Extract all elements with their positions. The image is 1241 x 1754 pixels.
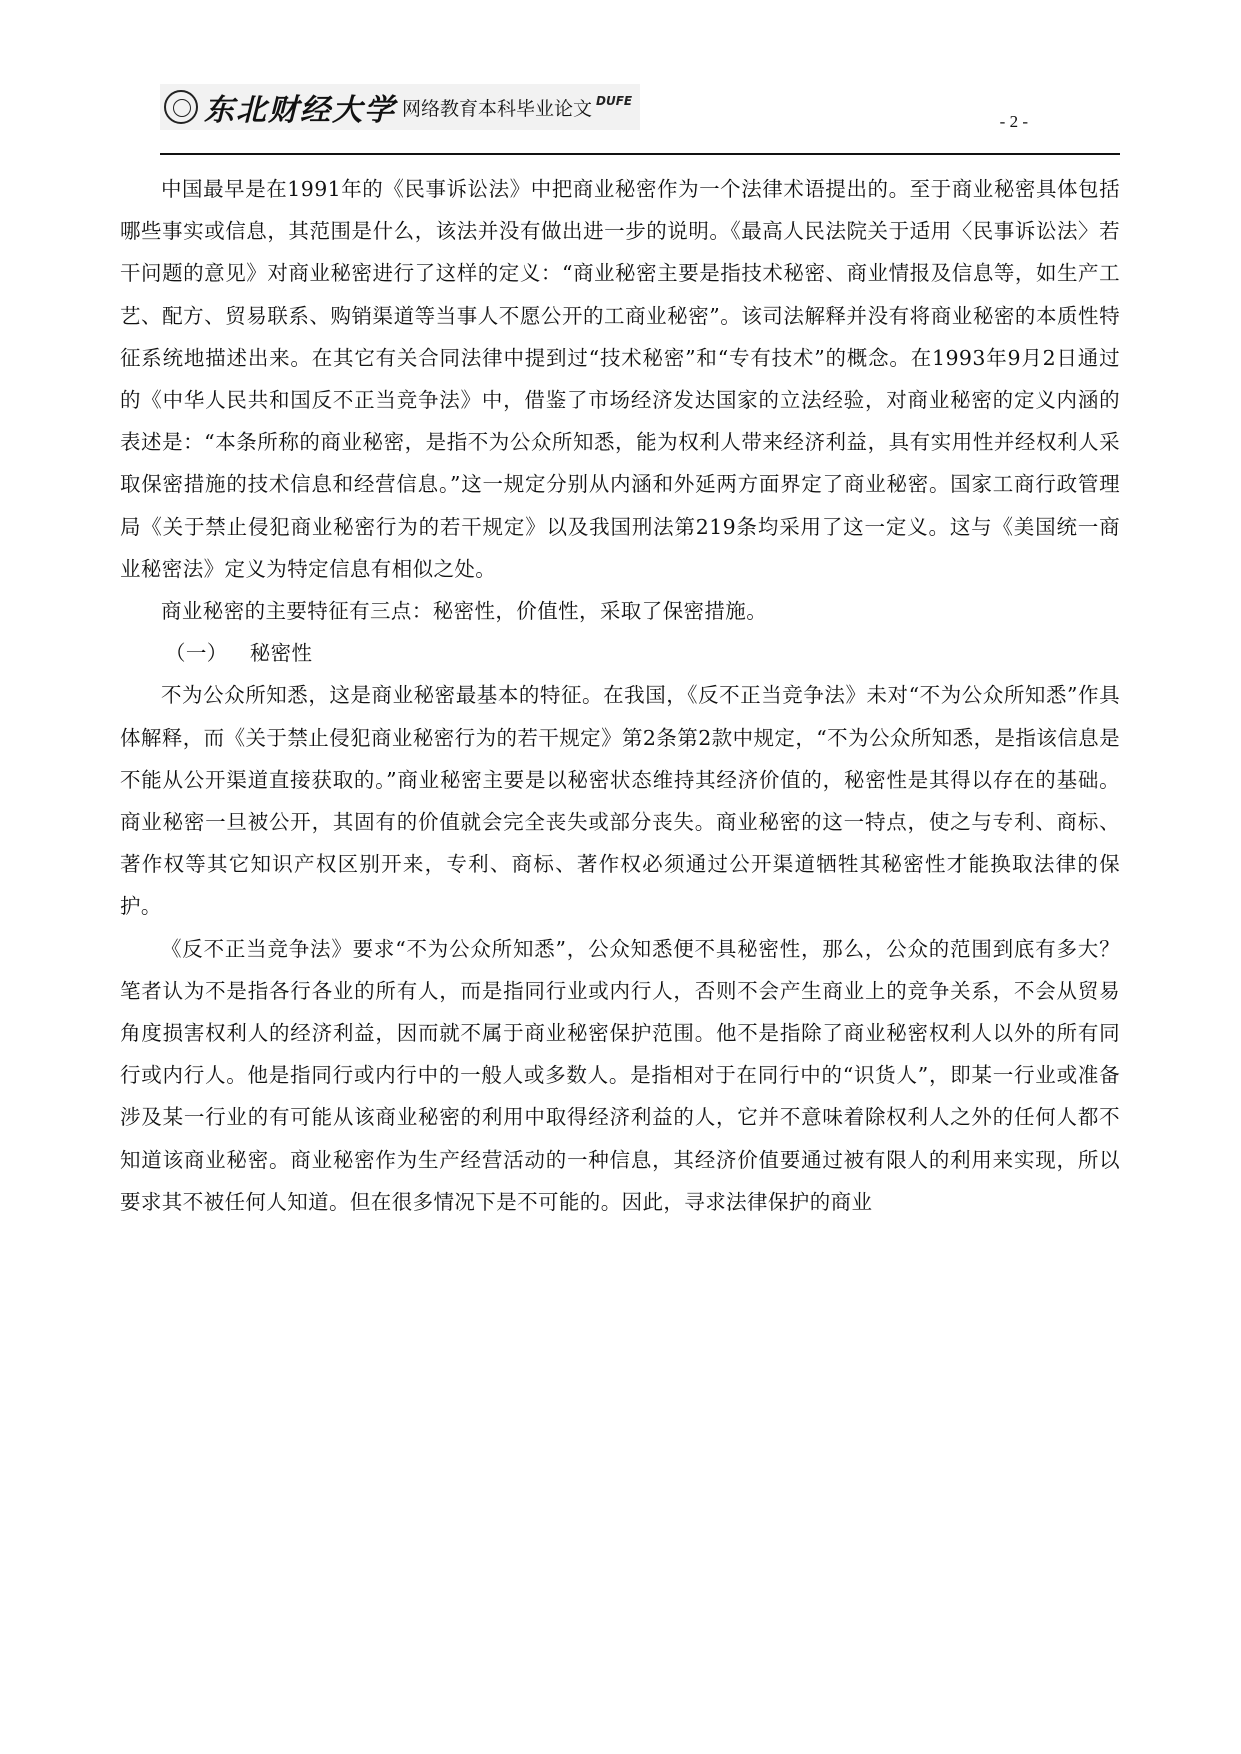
section-title: 秘密性: [249, 641, 313, 666]
page-number: - 2 -: [999, 112, 1028, 131]
series-title: 网络教育本科毕业论文: [402, 97, 593, 120]
page-header: [160, 80, 1120, 156]
university-name: 东北财经大学: [204, 93, 396, 128]
dufe-logo-mark: DUFE: [596, 94, 633, 108]
university-seal-icon: [164, 90, 198, 124]
paragraph: 商业秘密的主要特征有三点：秘密性，价值性，采取了保密措施。: [161, 599, 768, 624]
paragraph: 不为公众所知悉，这是商业秘密最基本的特征。在我国，《反不正当竞争法》未对“不为公众所知悉”作具体解释，而《关于禁止侵犯商业秘密行为的若干规定》第2条第2款中规定，“不为公众所知悉，是指该信息是不能从公开渠道直接获取的。”商业秘密主要是以秘密状态维持其经济价值的，秘密性是其得以存在的基础。商业秘密一旦被公开，其固有的价值就会完全丧失或部分丧失。商业秘密的这一特点，使之与专利、商标、著作权等其它知识产权区别开来，专利、商标、著作权必须通过公开渠道牺牲其秘密性才能换取法律的保护。: [120, 683, 1120, 919]
paragraph: 《反不正当竞争法》要求“不为公众所知悉”，公众知悉便不具秘密性，那么，公众的范围到底有多大？笔者认为不是指各行各业的所有人，而是指同行业或内行人，否则不会产生商业上的竞争关系，不会从贸易角度损害权利人的经济利益，因而就不属于商业秘密保护范围。他不是指除了商业秘密权利人以外的所有同行或内行人。他是指同行或内行中的一般人或多数人。是指相对于在同行中的“识货人”，即某一行业或准备涉及某一行业的有可能从该商业秘密的利用中取得经济利益的人，它并不意味着除权利人之外的任何人都不知道该商业秘密。商业秘密作为生产经营活动的一种信息，其经济价值要通过被有限人的利用来实现，所以要求其不被任何人知道。但在很多情况下是不可能的。因此，寻求法律保护的商业: [120, 936, 1120, 1214]
document-body: [120, 168, 1120, 1223]
header-divider: [160, 153, 1120, 155]
section-heading: [120, 632, 1120, 674]
section-number: （一）: [165, 641, 228, 666]
paragraph: 中国最早是在1991年的《民事诉讼法》中把商业秘密作为一个法律术语提出的。至于商业秘密具体包括哪些事实或信息，其范围是什么，该法并没有做出进一步的说明。《最高人民法院关于适用〈民事诉讼法〉若干问题的意见》对商业秘密进行了这样的定义：“商业秘密主要是指技术秘密、商业情报及信息等，如生产工艺、配方、贸易联系、购销渠道等当事人不愿公开的工商业秘密”。该司法解释并没有将商业秘密的本质性特征系统地描述出来。在其它有关合同法律中提到过“技术秘密”和“专有技术”的概念。在1993年9月2日通过的《中华人民共和国反不正当竞争法》中，借鉴了市场经济发达国家的立法经验，对商业秘密的定义内涵的表述是：“本条所称的商业秘密，是指不为公众所知悉，能为权利人带来经济利益，具有实用性并经权利人采取保密措施的技术信息和经营信息。”这一规定分别从内涵和外延两方面界定了商业秘密。国家工商行政管理局《关于禁止侵犯商业秘密行为的若干规定》以及我国刑法第219条均采用了这一定义。这与《美国统一商业秘密法》定义为特定信息有相似之处。: [120, 177, 1120, 581]
university-logo: [160, 84, 640, 130]
